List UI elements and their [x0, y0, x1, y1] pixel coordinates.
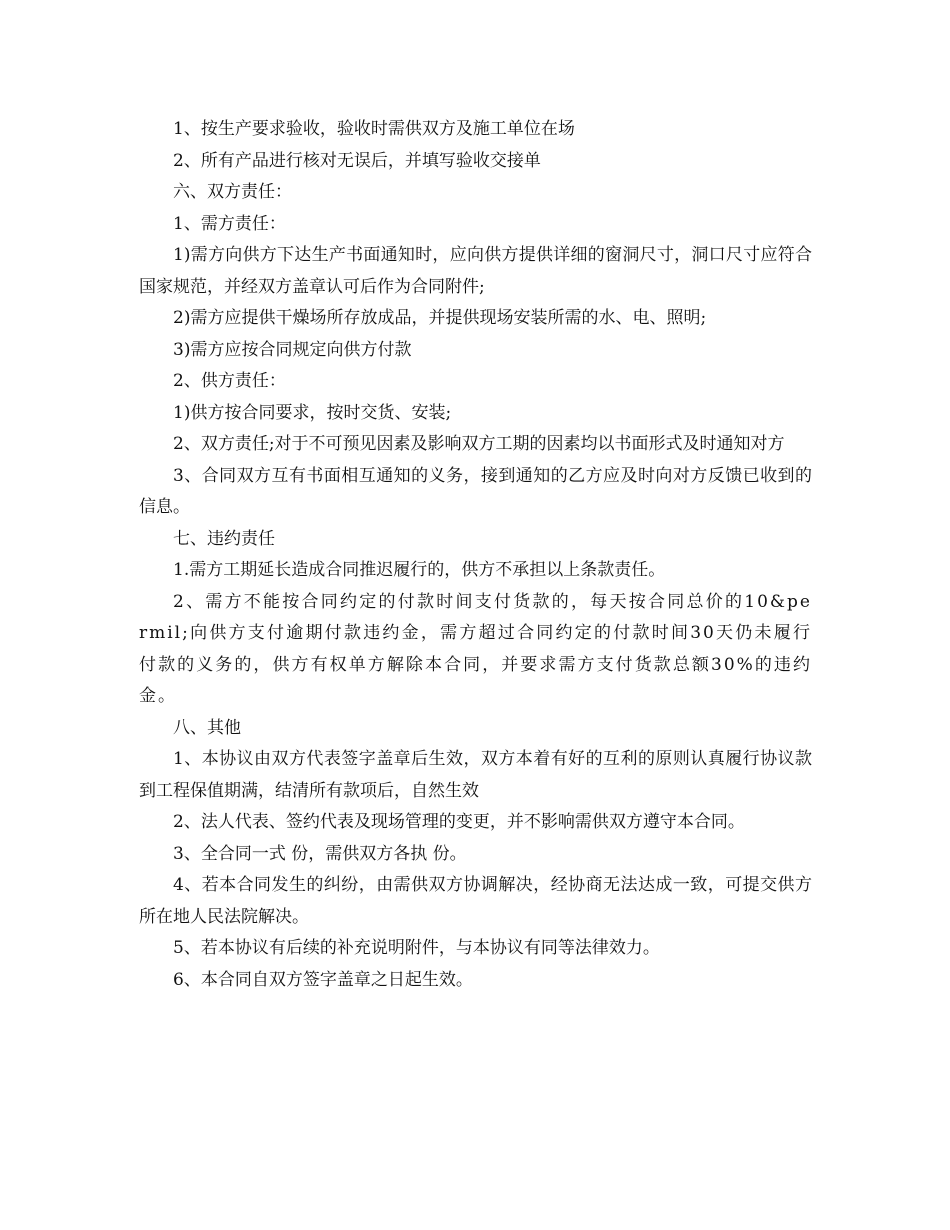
subheading-supplier-responsibility: 2、供方责任：	[173, 371, 286, 391]
paragraph-supplier-1: 1)供方按合同要求，按时交货、安装;	[173, 402, 452, 423]
paragraph-buyer-1: 1)需方向供方下达生产书面通知时，应向供方提供详细的窗洞尺寸，洞口尺寸应符合国家规范，并经双方盖章认可后作为合同附件;	[139, 245, 812, 297]
paragraph-acceptance-1: 1、按生产要求验收，验收时需供双方及施工单位在场	[173, 119, 575, 139]
paragraph-other-1: 1、本协议由双方代表签字盖章后生效，双方本着有好的互利的原则认真履行协议款到工程保值期满，结清所有款项后，自然生效	[139, 749, 812, 801]
paragraph-other-2: 2、法人代表、签约代表及现场管理的变更，并不影响需供双方遵守本合同。	[173, 812, 745, 832]
paragraph-other-4: 4、若本合同发生的纠纷，由需供双方协调解决，经协商无法达成一致，可提交供方所在地人民法院解决。	[139, 875, 812, 927]
paragraph-buyer-2: 2)需方应提供干燥场所存放成品，并提供现场安装所需的水、电、照明;	[173, 308, 707, 328]
paragraph-breach-2: 2、需方不能按合同约定的付款时间支付货款的，每天按合同总价的10&permil;向供方支付逾期付款违约金，需方超过合同约定的付款时间30天仍未履行付款的义务的，供方有权单方解除本合同，并要求需方支付货款总额30%的违约金。	[139, 591, 812, 706]
paragraph-mutual-responsibility: 2、双方责任;对于不可预见因素及影响双方工期的因素均以书面形式及时通知对方	[173, 434, 785, 454]
paragraph-notification-duty: 3、合同双方互有书面相互通知的义务，接到通知的乙方应及时向对方反馈已收到的信息。	[139, 465, 812, 517]
paragraph-acceptance-2: 2、所有产品进行核对无误后，并填写验收交接单	[173, 150, 541, 171]
paragraph-other-3: 3、全合同一式 份，需供双方各执 份。	[173, 843, 467, 864]
section-heading-breach: 七、违约责任	[173, 528, 275, 549]
section-heading-other: 八、其他	[173, 717, 241, 738]
paragraph-other-6: 6、本合同自双方签字盖章之日起生效。	[173, 969, 473, 990]
paragraph-breach-1: 1.需方工期延长造成合同推迟履行的，供方不承担以上条款责任。	[173, 560, 666, 580]
subheading-buyer-responsibility: 1、需方责任：	[173, 213, 286, 234]
paragraph-other-5: 5、若本协议有后续的补充说明附件，与本协议有同等法律效力。	[173, 938, 660, 958]
paragraph-buyer-3: 3)需方应按合同规定向供方付款	[173, 339, 412, 360]
section-heading-responsibilities: 六、双方责任：	[173, 182, 292, 202]
